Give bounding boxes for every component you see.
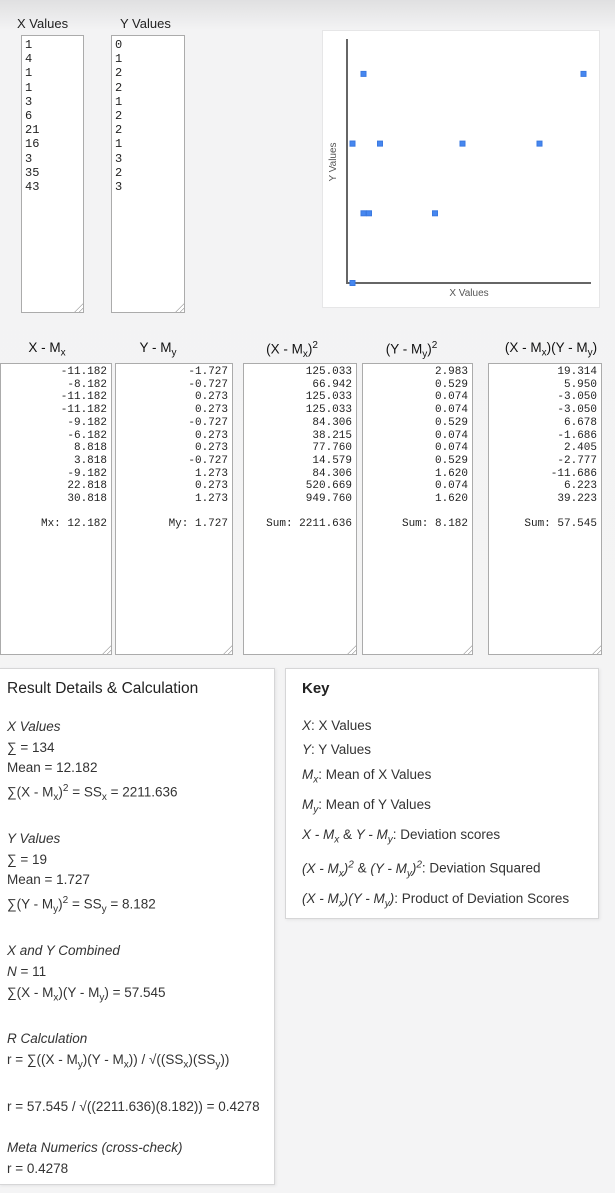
column-values-wrap	[488, 363, 602, 655]
column-values-wrap	[0, 363, 112, 655]
result-line: r = 0.4278	[7, 1160, 69, 1176]
result-line: $\sum(X - M_x)^2 = SS_x = 2211.636$	[7, 782, 178, 803]
result-line	[7, 809, 264, 830]
result-line: Y Values	[7, 831, 61, 847]
key-panel-title: Key	[302, 680, 330, 697]
result-line: ∑ = 19	[7, 851, 48, 867]
scatter-point	[460, 141, 465, 146]
result-line: $\sum(X - M_x)(Y - M_y) = 57.545$	[7, 984, 166, 1004]
key-line: $(X - M_x)^2$ & $(Y - M_y)^2$: Deviation Squared	[302, 859, 541, 880]
column-values-wrap	[243, 363, 357, 655]
column-values-output[interactable]	[0, 363, 112, 655]
column-values-output[interactable]	[488, 363, 602, 655]
scatter-point	[581, 71, 586, 76]
y-values-input-wrap	[111, 35, 185, 313]
key-panel	[285, 668, 599, 919]
y-axis-label: Y Values	[328, 142, 339, 182]
column-header: $(Y - M_y)^2$	[385, 340, 438, 361]
column-header: $(X - M_x)^2$	[266, 340, 318, 361]
scatter-point	[350, 281, 355, 286]
column-values-output[interactable]	[362, 363, 473, 655]
result-panel	[0, 668, 275, 1185]
scatter-point	[361, 211, 366, 216]
result-panel-title: Result Details & Calculation	[7, 680, 199, 697]
result-line: X Values	[7, 719, 61, 734]
result-line: X and Y Combined	[7, 943, 120, 959]
result-line	[7, 1076, 264, 1097]
column-values-output[interactable]	[115, 363, 233, 655]
result-line: ∑ = 134	[7, 739, 55, 755]
x-values-input[interactable]	[21, 35, 84, 313]
deviation-column	[243, 340, 357, 655]
deviation-column	[115, 340, 233, 655]
result-line: Mean = 12.182	[7, 760, 98, 776]
x-axis-label: X Values	[449, 288, 489, 299]
key-line: X - $M_x$ & Y - $M_y$: Deviation scores	[302, 827, 501, 846]
deviation-column	[0, 340, 112, 655]
scatter-point	[433, 211, 438, 216]
key-line: $M_x$: Mean of X Values	[302, 766, 432, 786]
column-header: $(X - M_x)(Y - M_y)$	[504, 340, 598, 359]
key-line: $M_y$: Mean of Y Values	[302, 796, 431, 816]
result-line: Mean = 1.727	[7, 872, 90, 888]
key-lines	[302, 714, 584, 917]
x-values-input-label: X Values	[17, 16, 69, 31]
result-lines	[7, 717, 264, 1179]
column-values-output[interactable]	[243, 363, 357, 655]
y-values-input[interactable]	[111, 35, 185, 313]
key-line: Y: Y Values	[302, 742, 372, 758]
result-line: N = 11	[7, 963, 47, 979]
result-line: $r = \sum((X - M_y)(Y - M_x)) / √((SS_x)(SS_y))$	[7, 1051, 230, 1071]
y-values-input-label: Y Values	[120, 16, 171, 31]
result-line: $\sum(Y - M_y)^2 = SS_y = 8.182$	[7, 894, 156, 916]
deviation-column	[362, 340, 473, 655]
result-line: Meta Numerics (cross-check)	[7, 1140, 183, 1156]
scatter-plot-svg	[323, 31, 599, 307]
key-line: $(X - M_x)(Y - M_y)$: Product of Deviation Scores	[302, 890, 570, 910]
result-line: R Calculation	[7, 1031, 88, 1047]
result-line: r = 57.545 / √((2211.636)(8.182)) = 0.4278	[7, 1098, 260, 1114]
x-values-input-wrap	[21, 35, 84, 313]
result-line	[7, 1009, 264, 1030]
result-line	[7, 1117, 264, 1138]
column-header: Y - $M_y$	[139, 340, 177, 359]
column-values-wrap	[362, 363, 473, 655]
data-points	[350, 71, 586, 285]
deviation-column	[488, 340, 602, 655]
scatter-point	[350, 141, 355, 146]
key-line: X: X Values	[302, 718, 372, 733]
scatter-point	[537, 141, 542, 146]
column-values-wrap	[115, 363, 233, 655]
scatter-point	[367, 211, 372, 216]
scatter-point	[361, 71, 366, 76]
scatter-point	[378, 141, 383, 146]
result-line	[7, 921, 264, 942]
scatter-chart	[322, 30, 600, 308]
column-header: X - $M_x$	[28, 340, 66, 359]
